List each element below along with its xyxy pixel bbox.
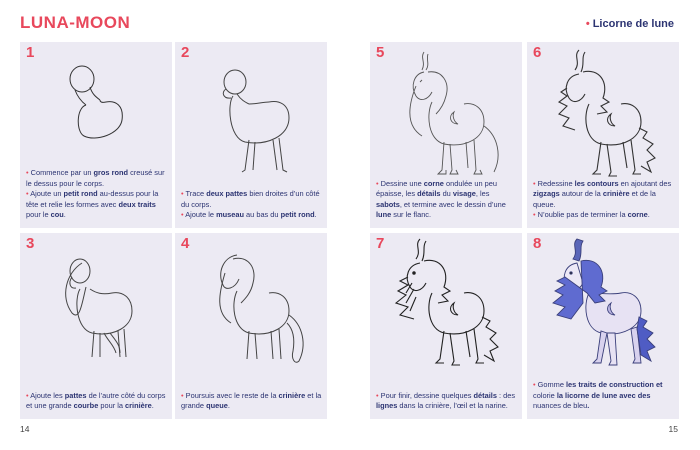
caption-text: Ajoute les [30, 390, 65, 400]
step-number: 3 [26, 235, 35, 252]
step-number: 7 [376, 235, 385, 252]
caption-keyword: zigzags [533, 189, 560, 199]
step-panel-6 [527, 42, 679, 228]
bullet-icon: • [585, 18, 590, 30]
bullet-icon: • [181, 189, 186, 199]
caption-text: Trace [185, 189, 207, 199]
caption-text: au bas du [244, 210, 281, 220]
caption-line [533, 210, 674, 221]
caption-text: dans la crinière, l’œil et la narine. [397, 401, 508, 411]
caption-text: de l’autre côté du corps et une grande [26, 390, 166, 411]
caption-keyword: détails [417, 189, 441, 199]
caption-keyword: cou [50, 210, 64, 220]
page-title: LUNA-MOON [20, 13, 131, 32]
step-panel-3 [20, 233, 172, 419]
step-panel-2 [175, 42, 327, 228]
step-caption-8 [533, 380, 674, 412]
caption-text: . [227, 401, 230, 411]
caption-keyword: les traits de construction et [563, 380, 663, 390]
step-caption-6 [533, 179, 674, 221]
page-number-right: 15 [668, 424, 678, 434]
bullet-icon: • [26, 168, 31, 178]
caption-text: Dessine une [380, 178, 424, 188]
caption-text: Poursuis avec le reste de la [185, 390, 279, 400]
step-caption-1 [26, 168, 167, 221]
caption-text: pour la [98, 401, 126, 411]
caption-keyword: petit rond [280, 210, 315, 220]
caption-keyword: . [587, 401, 590, 411]
caption-keyword: deux pattes [206, 189, 248, 199]
step-number: 8 [533, 235, 542, 252]
bullet-icon: • [26, 390, 31, 400]
caption-line [181, 210, 322, 221]
caption-text: . [63, 210, 66, 220]
step-panel-4 [175, 233, 327, 419]
step-caption-2 [181, 189, 322, 221]
caption-text: en ajoutant des [618, 178, 672, 188]
step-number: 1 [26, 44, 35, 61]
caption-line [26, 391, 167, 412]
bullet-icon: • [181, 390, 186, 400]
caption-keyword: petit rond [63, 189, 98, 199]
caption-text: , et termine avec le dessin d’une [399, 199, 506, 209]
caption-line [26, 168, 167, 189]
step-panel-7 [370, 233, 522, 419]
caption-text: colorie [533, 390, 555, 400]
caption-text: Pour finir, dessine quelques [380, 390, 474, 400]
caption-keyword: crinière [125, 401, 152, 411]
caption-text: ondulée un peu épaisse, les [376, 178, 497, 199]
caption-text: N’oublie pas de terminer la [537, 210, 628, 220]
step-caption-7 [376, 391, 517, 412]
caption-text: Gomme [537, 380, 564, 390]
bullet-icon: • [376, 178, 381, 188]
caption-keyword: détails [473, 390, 497, 400]
caption-line [376, 391, 517, 412]
caption-keyword: les contours [574, 178, 619, 188]
caption-text: , les [475, 189, 490, 199]
step-number: 2 [181, 44, 190, 61]
caption-keyword: deux traits [118, 199, 156, 209]
caption-keyword: lignes [376, 401, 398, 411]
caption-text: . [647, 210, 650, 220]
caption-keyword: queue [206, 401, 228, 411]
caption-keyword: corne [627, 210, 648, 220]
caption-line [26, 189, 167, 221]
caption-text: . [314, 210, 317, 220]
subtitle-text: Licorne de lune [592, 18, 674, 30]
caption-line [181, 391, 322, 412]
caption-text: creusé sur le dessus pour le corps. [26, 168, 165, 188]
step-caption-5 [376, 179, 517, 221]
caption-keyword: museau [216, 210, 244, 220]
step-number: 4 [181, 235, 190, 252]
bullet-icon: • [533, 178, 538, 188]
caption-line [533, 179, 674, 211]
caption-keyword: sabots [376, 199, 400, 209]
caption-text: Ajoute le [185, 210, 217, 220]
caption-line [376, 179, 517, 221]
caption-text: . [151, 401, 154, 411]
caption-text: et de la queue. [533, 189, 656, 209]
caption-keyword: crinière [602, 189, 630, 199]
caption-line [181, 189, 322, 210]
step-panel-8 [527, 233, 679, 419]
bullet-icon: • [181, 210, 186, 220]
caption-keyword: lune [376, 210, 392, 220]
caption-text: : des [496, 390, 516, 400]
caption-text: bien droites d’un côté du corps. [181, 189, 320, 209]
step-panel-5 [370, 42, 522, 228]
caption-text: autour de la [559, 189, 603, 199]
caption-keyword: courbe [73, 401, 99, 411]
caption-keyword: pattes [64, 390, 87, 400]
step-number: 6 [533, 44, 542, 61]
step-caption-3 [26, 391, 167, 412]
caption-text: au-dessus pour la tête et relie les formes avec [26, 189, 159, 209]
bullet-icon: • [376, 390, 381, 400]
bullet-icon: • [533, 210, 538, 220]
step-caption-4 [181, 391, 322, 412]
caption-text: et la grande [181, 390, 322, 411]
caption-text: du [440, 189, 453, 199]
step-panel-1 [20, 42, 172, 228]
caption-text: nuances de bleu [533, 401, 588, 411]
section-subtitle [586, 18, 674, 30]
caption-text: sur le flanc. [391, 210, 432, 220]
caption-text: Ajoute un [30, 189, 64, 199]
caption-keyword: visage [452, 189, 476, 199]
caption-text: Redessine [537, 178, 575, 188]
bullet-icon: • [533, 380, 538, 390]
step-number: 5 [376, 44, 385, 61]
bullet-icon: • [26, 189, 31, 199]
page-number-left: 14 [20, 424, 30, 434]
caption-text: Commence par un [30, 168, 94, 178]
caption-line [533, 380, 674, 412]
caption-keyword: gros rond [93, 168, 129, 178]
caption-keyword: crinière [278, 390, 306, 400]
caption-text: pour le [26, 210, 51, 220]
caption-keyword: la licorne de lune avec des [554, 390, 651, 400]
caption-keyword: corne [423, 178, 444, 188]
